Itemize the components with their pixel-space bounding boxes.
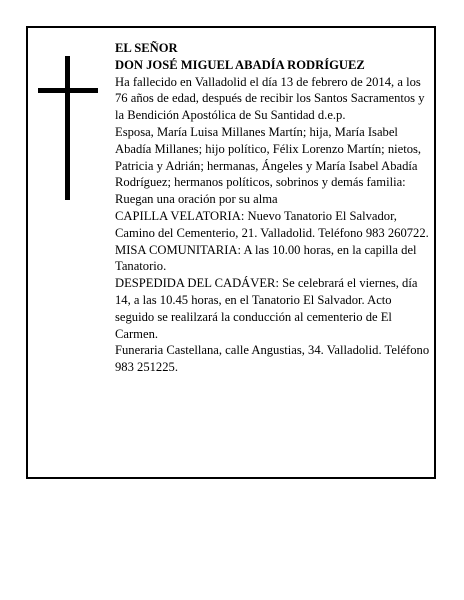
family-list: Esposa, María Luisa Millanes Martín; hija, María Isabel Abadía Millanes; hijo político, Félix Lorenzo Martín; nietos, Patricia y Adrián; hermanas, Ángeles y María Isabel Abadía Rodríguez; hermanos políticos, sobrinos y demás familia:: [115, 124, 422, 190]
obituary-notice: [26, 26, 436, 479]
cross-vertical-bar: [65, 56, 70, 200]
latin-cross-icon: [38, 56, 98, 200]
notice-heading: EL SEÑOR: [115, 41, 178, 55]
death-announcement: Ha fallecido en Valladolid el día 13 de febrero de 2014, a los 76 años de edad, después de recibir los Santos Sacramentos y la Bendición Apostólica de Su Santidad d.e.p.: [115, 74, 425, 123]
funeral-farewell-info: DESPEDIDA DEL CADÁVER: Se celebrará el viernes, día 14, a las 10.45 horas, en el Tanatorio El Salvador. Acto seguido se realilzará la conducción al cementerio de El Carmen.: [115, 276, 418, 341]
cross-horizontal-bar: [38, 88, 98, 93]
deceased-name: DON JOSÉ MIGUEL ABADÍA RODRÍGUEZ: [115, 57, 365, 72]
prayer-request: Ruegan una oración por su alma: [115, 192, 278, 207]
wake-chapel-info: CAPILLA VELATORIA: Nuevo Tanatorio El Salvador, Camino del Cementerio, 21. Valladolid. Teléfono 983 260722.: [115, 208, 429, 240]
community-mass-info: MISA COMUNITARIA: A las 10.00 horas, en la capilla del Tanatorio.: [115, 242, 417, 274]
funeral-home-info: Funeraria Castellana, calle Angustias, 34. Valladolid. Teléfono 983 251225.: [115, 343, 430, 375]
notice-text: [115, 40, 433, 376]
